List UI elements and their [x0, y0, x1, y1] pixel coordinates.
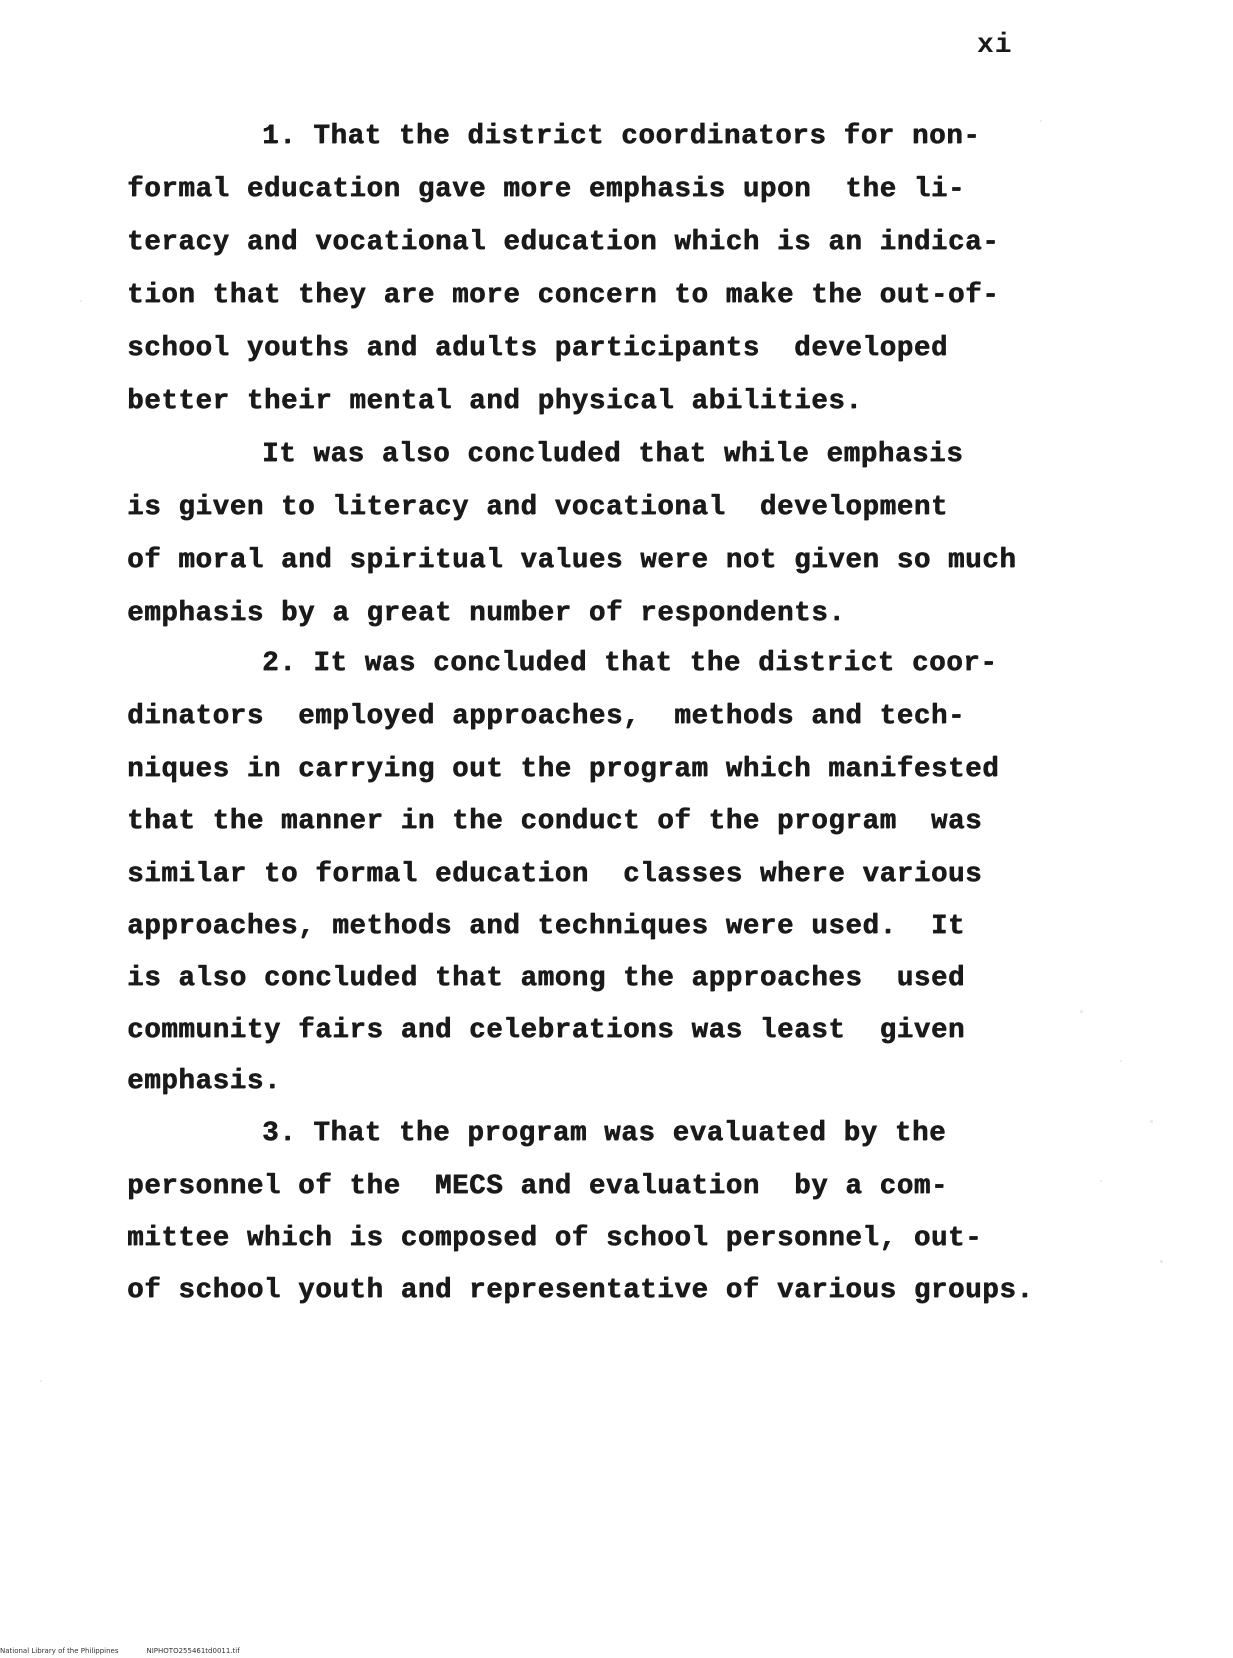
- text-line: community fairs and celebrations was least given: [127, 1015, 966, 1046]
- text-line: that the manner in the conduct of the program was: [127, 806, 983, 837]
- scan-speckle: [1160, 1260, 1163, 1263]
- text-line: better their mental and physical abilities.: [127, 386, 863, 417]
- text-line: teracy and vocational education which is an indica-: [127, 227, 1000, 258]
- scan-speckle: [1080, 1010, 1083, 1013]
- file-id: NIPHOTO255461td0011.tif: [146, 1647, 240, 1655]
- library-credit: National Library of the Philippines: [0, 1647, 119, 1655]
- text-line: of school youth and representative of various groups.: [127, 1275, 1034, 1306]
- text-line: is also concluded that among the approaches used: [127, 963, 966, 994]
- page-number: xi: [977, 30, 1013, 61]
- text-line: is given to literacy and vocational development: [127, 492, 948, 523]
- scan-speckle: [1150, 1120, 1153, 1123]
- text-line: 3. That the program was evaluated by the: [262, 1118, 947, 1149]
- text-line: of moral and spiritual values were not given so much: [127, 545, 1017, 576]
- text-line: dinators employed approaches, methods and tech-: [127, 701, 966, 732]
- text-line: tion that they are more concern to make the out-of-: [127, 280, 1000, 311]
- scan-speckle: [80, 300, 82, 302]
- text-line: formal education gave more emphasis upon the li-: [127, 174, 966, 205]
- text-line: niques in carrying out the program which manifested: [127, 754, 1000, 785]
- text-line: similar to formal education classes where various: [127, 859, 983, 890]
- text-line: emphasis.: [127, 1066, 281, 1097]
- scan-speckle: [40, 1380, 42, 1382]
- text-line: school youths and adults participants developed: [127, 333, 948, 364]
- text-line: personnel of the MECS and evaluation by a com-: [127, 1171, 948, 1202]
- scan-speckle: [1040, 120, 1042, 122]
- text-line: It was also concluded that while emphasis: [262, 439, 964, 470]
- text-line: 1. That the district coordinators for non-: [262, 121, 981, 152]
- scan-footer: [0, 1647, 240, 1655]
- text-line: mittee which is composed of school personnel, out-: [127, 1223, 983, 1254]
- text-line: 2. It was concluded that the district coor-: [262, 648, 998, 679]
- text-line: approaches, methods and techniques were used. It: [127, 911, 966, 942]
- scan-speckle: [1120, 1060, 1122, 1062]
- text-line: emphasis by a great number of respondents.: [127, 598, 846, 629]
- scan-speckle: [1100, 1180, 1102, 1182]
